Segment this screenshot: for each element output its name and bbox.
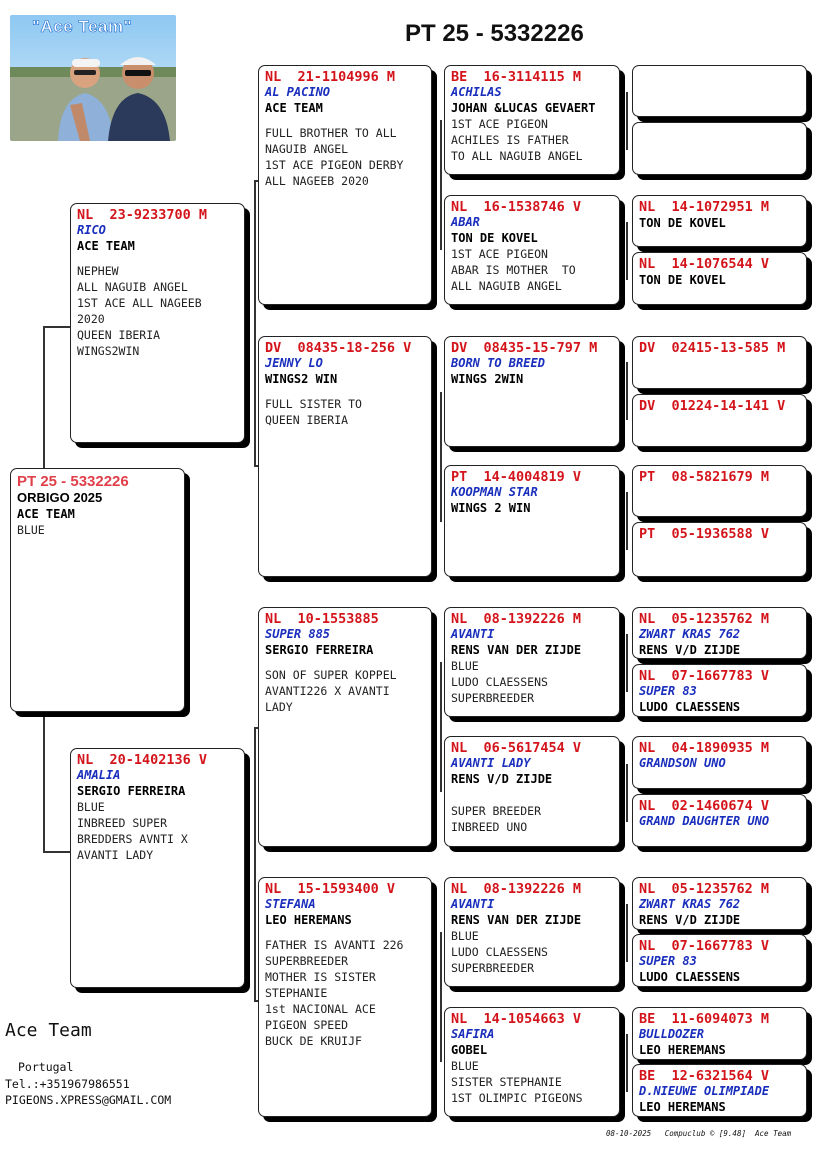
gen4-ring: PT 08-5821679 M (639, 469, 770, 485)
ds-owner: SERGIO FERREIRA (265, 643, 374, 657)
gen4-card-11[interactable] (632, 736, 807, 789)
grandsire-paternal-card[interactable] (258, 65, 432, 305)
sire-card[interactable] (70, 203, 245, 443)
gen4-card-13[interactable] (632, 877, 807, 930)
gen3-card-3[interactable] (444, 336, 620, 447)
gen4-ring: NL 02-1460674 V (639, 798, 770, 814)
connector (254, 860, 256, 1000)
footer-country: Portugal (18, 1060, 74, 1074)
dsd-owner: RENS V/D ZIJDE (451, 772, 553, 786)
sd-notes: FULL SISTER TO QUEEN IBERIA (265, 397, 362, 427)
dss-notes: BLUE LUDO CLAESSENS SUPERBREEDER (451, 659, 548, 705)
gen4-card-8[interactable] (632, 522, 807, 577)
connector (626, 492, 628, 550)
sds-ring: DV 08435-15-797 M (451, 340, 598, 356)
gen4-card-15[interactable] (632, 1007, 807, 1060)
ddd-notes: BLUE SISTER STEPHANIE 1ST OLIMPIC PIGEONS (451, 1059, 583, 1105)
sire-ring: NL 23-9233700 M (77, 207, 208, 223)
gen3-card-5[interactable] (444, 607, 620, 717)
dss-owner: RENS VAN DER ZIJDE (451, 643, 582, 657)
dd-owner: LEO HEREMANS (265, 913, 352, 927)
gen4-name: BULLDOZER (639, 1027, 705, 1041)
ds-ring: NL 10-1553885 (265, 611, 379, 627)
sdd-ring: PT 14-4004819 V (451, 469, 582, 485)
connector (440, 120, 442, 250)
gen3-card-2[interactable] (444, 195, 620, 305)
page-title: PT 25 - 5332226 (405, 20, 584, 47)
ssd-ring: NL 16-1538746 V (451, 199, 582, 215)
connector (43, 851, 70, 853)
sire-notes: NEPHEW ALL NAGUIB ANGEL 1ST ACE ALL NAGEEB 2020 QUEEN IBERIA WINGS2WIN (77, 264, 202, 358)
gen3-card-1[interactable] (444, 65, 620, 175)
gen4-ring: NL 07-1667783 V (639, 938, 770, 954)
gen4-card-6[interactable] (632, 394, 807, 447)
gen4-card-9[interactable] (632, 607, 807, 659)
gen4-name: D.NIEUWE OLIMPIADE (639, 1084, 770, 1098)
ddd-ring: NL 14-1054663 V (451, 1011, 582, 1027)
connector (440, 932, 442, 1062)
sss-owner: JOHAN &LUCAS GEVAERT (451, 101, 596, 115)
sire-name: RICO (77, 223, 106, 237)
gen4-ring: DV 02415-13-585 M (639, 340, 786, 356)
ssd-owner: TON DE KOVEL (451, 231, 538, 245)
connector (626, 222, 628, 280)
gen4-card-4[interactable] (632, 252, 807, 305)
dd-notes: FATHER IS AVANTI 226 SUPERBREEDER MOTHER IS SISTER STEPHANIE 1st NACIONAL ACE PIGEON SPEED BUCK DE KRUIJF (265, 938, 404, 1048)
footer-team-name: Ace Team (5, 1020, 92, 1041)
gen4-ring: DV 01224-14-141 V (639, 398, 786, 414)
ss-owner: ACE TEAM (265, 101, 323, 115)
granddam-maternal-card[interactable] (258, 877, 432, 1117)
gen4-ring: PT 05-1936588 V (639, 526, 770, 542)
gen4-name: GRANDSON UNO (639, 756, 726, 770)
grandsire-maternal-card[interactable] (258, 607, 432, 847)
gen4-card-2[interactable] (632, 122, 807, 175)
gen4-card-1[interactable] (632, 65, 807, 117)
dsd-name: AVANTI LADY (451, 756, 531, 770)
footer-email: PIGEONS.XPRESS@GMAIL.COM (5, 1093, 172, 1107)
dss-name: AVANTI (451, 627, 495, 641)
connector (626, 362, 628, 420)
gen4-card-3[interactable] (632, 195, 807, 247)
gen4-owner: LUDO CLAESSENS (639, 700, 741, 714)
gen4-owner: TON DE KOVEL (639, 273, 726, 287)
connector (626, 1034, 628, 1092)
gen4-owner: RENS V/D ZIJDE (639, 913, 741, 927)
sds-owner: WINGS 2WIN (451, 372, 524, 386)
dsd-ring: NL 06-5617454 V (451, 740, 582, 756)
subject-owner: ACE TEAM (17, 507, 75, 521)
gen4-card-5[interactable] (632, 336, 807, 389)
dsd-notes: SUPER BREEDER INBREED UNO (451, 804, 542, 834)
dd-ring: NL 15-1593400 V (265, 881, 396, 897)
gen4-ring: NL 07-1667783 V (639, 668, 770, 684)
granddam-paternal-card[interactable] (258, 336, 432, 577)
photo-label: "Ace Team" (32, 17, 133, 36)
connector (43, 326, 70, 328)
dds-ring: NL 08-1392226 M (451, 881, 582, 897)
footer-phone: Tel.:+351967986551 (5, 1077, 130, 1091)
dss-ring: NL 08-1392226 M (451, 611, 582, 627)
gen4-card-12[interactable] (632, 794, 807, 847)
sdd-owner: WINGS 2 WIN (451, 501, 531, 515)
dam-owner: SERGIO FERREIRA (77, 784, 186, 798)
gen4-owner: LEO HEREMANS (639, 1043, 726, 1057)
gen4-owner: TON DE KOVEL (639, 216, 726, 230)
subject-ring: PT 25 - 5332226 (17, 473, 129, 490)
dds-owner: RENS VAN DER ZIJDE (451, 913, 582, 927)
gen3-card-7[interactable] (444, 877, 620, 987)
gen3-card-8[interactable] (444, 1007, 620, 1117)
gen3-card-4[interactable] (444, 465, 620, 577)
subject-card[interactable] (10, 468, 185, 712)
sd-ring: DV 08435-18-256 V (265, 340, 412, 356)
connector (440, 392, 442, 522)
team-photo (10, 15, 176, 141)
ss-name: AL PACINO (265, 85, 331, 99)
connector (626, 92, 628, 150)
connector (626, 904, 628, 962)
dam-card[interactable] (70, 748, 245, 988)
ssd-notes: 1ST ACE PIGEON ABAR IS MOTHER TO ALL NAGUIB ANGEL (451, 247, 576, 293)
sd-name: JENNY LO (265, 356, 323, 370)
dam-ring: NL 20-1402136 V (77, 752, 208, 768)
sss-ring: BE 16-3114115 M (451, 69, 582, 85)
gen4-owner: RENS V/D ZIJDE (639, 643, 741, 657)
dds-name: AVANTI (451, 897, 495, 911)
gen4-ring: NL 14-1072951 M (639, 199, 770, 215)
ds-notes: SON OF SUPER KOPPEL AVANTI226 X AVANTI LADY (265, 668, 397, 714)
subject-name: ORBIGO 2025 (17, 490, 103, 505)
dd-name: STEFANA (265, 897, 316, 911)
gen4-card-10[interactable] (632, 664, 807, 717)
gen4-name: ZWART KRAS 762 (639, 627, 741, 641)
connector (626, 764, 628, 822)
sds-name: BORN TO BREED (451, 356, 545, 370)
sire-owner: ACE TEAM (77, 239, 135, 253)
gen4-card-7[interactable] (632, 465, 807, 517)
gen4-ring: BE 11-6094073 M (639, 1011, 770, 1027)
dam-notes: BLUE INBREED SUPER BREDDERS AVNTI X AVANTI LADY (77, 800, 188, 862)
gen4-name: SUPER 83 (639, 684, 697, 698)
ddd-owner: GOBEL (451, 1043, 488, 1057)
ss-ring: NL 21-1104996 M (265, 69, 396, 85)
gen4-name: GRAND DAUGHTER UNO (639, 814, 770, 828)
connector (254, 727, 256, 860)
gen4-ring: BE 12-6321564 V (639, 1068, 770, 1084)
gen4-ring: NL 14-1076544 V (639, 256, 770, 272)
gen4-ring: NL 05-1235762 M (639, 611, 770, 627)
ssd-name: ABAR (451, 215, 480, 229)
connector (440, 662, 442, 792)
sd-owner: WINGS2 WIN (265, 372, 338, 386)
gen4-card-14[interactable] (632, 934, 807, 987)
print-info: 08-10-2025 Compuclub © [9.48] Ace Team (606, 1129, 792, 1138)
connector (43, 712, 45, 852)
sss-notes: 1ST ACE PIGEON ACHILES IS FATHER TO ALL NAGUIB ANGEL (451, 117, 583, 163)
connector (254, 180, 256, 465)
dam-name: AMALIA (77, 768, 121, 782)
ss-notes: FULL BROTHER TO ALL NAGUIB ANGEL 1ST ACE PIGEON DERBY ALL NAGEEB 2020 (265, 126, 404, 188)
gen3-card-6[interactable] (444, 736, 620, 847)
ds-name: SUPER 885 (265, 627, 331, 641)
gen4-name: ZWART KRAS 762 (639, 897, 741, 911)
connector (43, 326, 45, 468)
gen4-ring: NL 05-1235762 M (639, 881, 770, 897)
gen4-card-16[interactable] (632, 1064, 807, 1117)
ddd-name: SAFIRA (451, 1027, 495, 1041)
sdd-name: KOOPMAN STAR (451, 485, 538, 499)
gen4-name: SUPER 83 (639, 954, 697, 968)
connector (626, 634, 628, 692)
sss-name: ACHILAS (451, 85, 502, 99)
gen4-owner: LEO HEREMANS (639, 1100, 726, 1114)
gen4-ring: NL 04-1890935 M (639, 740, 770, 756)
dds-notes: BLUE LUDO CLAESSENS SUPERBREEDER (451, 929, 548, 975)
subject-color: BLUE (17, 523, 45, 537)
gen4-owner: LUDO CLAESSENS (639, 970, 741, 984)
